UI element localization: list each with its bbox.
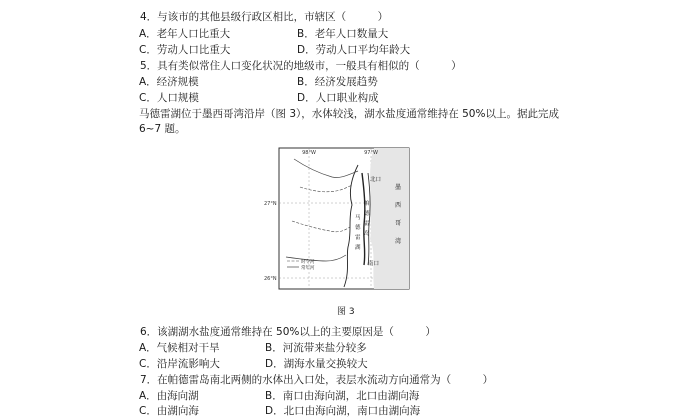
q6-option-b: B．河流带来盐分较多 bbox=[265, 342, 367, 354]
q5-option-b: B．经济发展趋势 bbox=[297, 76, 378, 88]
lon-west-label: 98°W bbox=[302, 150, 316, 156]
south-inlet-label: 南口 bbox=[368, 261, 380, 267]
q4-option-b: B．老年人口数量大 bbox=[297, 28, 389, 40]
legend-border-label: 常年河 bbox=[301, 266, 315, 271]
gulf-name-char-3: 哥 bbox=[395, 220, 402, 227]
lat-south-label: 26°N bbox=[264, 276, 277, 282]
lake-name-char-1: 马 bbox=[355, 215, 361, 221]
island-name-char-3: 雷 bbox=[364, 221, 370, 227]
figure-caption: 图 3 bbox=[337, 307, 355, 317]
island-name-char-4: 岛 bbox=[364, 231, 370, 237]
q5-option-c: C．人口规模 bbox=[139, 92, 199, 104]
q7-option-a: A．由海向湖 bbox=[139, 390, 199, 402]
passage-line-2: 6~7 题。 bbox=[139, 123, 186, 135]
passage-line-1: 马德雷湖位于墨西哥湾沿岸（图 3），水体较浅，湖水盐度通常维持在 50%以上。据此完成 bbox=[139, 108, 559, 120]
q6-option-c: C．沿岸流影响大 bbox=[139, 358, 220, 370]
island-name-char-1: 帕 bbox=[364, 201, 370, 207]
q4-option-c: C．劳动人口比重大 bbox=[139, 44, 231, 56]
legend-river-label: 时令河 bbox=[301, 260, 315, 265]
q4-option-a: A．老年人口比重大 bbox=[139, 28, 231, 40]
q5-option-a: A．经济规模 bbox=[139, 76, 199, 88]
q4-stem: 4．与该市的其他县级行政区相比，市辖区（ ） bbox=[140, 11, 389, 23]
q7-option-c: C．由湖向海 bbox=[139, 405, 199, 417]
gulf-name-char-2: 西 bbox=[395, 202, 402, 209]
q6-stem: 6．该湖湖水盐度通常维持在 50%以上的主要原因是（ ） bbox=[140, 326, 436, 338]
q6-option-a: A．气候相对干旱 bbox=[139, 342, 220, 354]
figure-3-map bbox=[264, 147, 410, 290]
lake-name-char-4: 湖 bbox=[355, 245, 361, 251]
q7-stem: 7．在帕德雷岛南北两侧的水体出入口处，表层水流动方向通常为（ ） bbox=[140, 374, 494, 386]
q7-option-b: B．南口由海向湖，北口由湖向海 bbox=[265, 390, 420, 402]
north-inlet-label: 北口 bbox=[370, 177, 382, 183]
lon-east-label: 97°W bbox=[364, 150, 378, 156]
q5-stem: 5．具有类似常住人口变化状况的地级市，一般具有相似的（ ） bbox=[140, 60, 462, 72]
q4-option-d: D．劳动人口平均年龄大 bbox=[297, 44, 411, 56]
q5-option-d: D．人口职业构成 bbox=[297, 92, 379, 104]
lat-north-label: 27°N bbox=[264, 201, 277, 207]
lake-name-char-3: 雷 bbox=[355, 235, 361, 241]
lake-name-char-2: 德 bbox=[355, 225, 361, 231]
gulf-name-char-4: 湾 bbox=[395, 238, 402, 245]
island-name-char-2: 德 bbox=[364, 211, 370, 217]
q6-option-d: D．湖海水量交换较大 bbox=[265, 358, 368, 370]
q7-option-d: D．北口由海向湖，南口由湖向海 bbox=[265, 405, 421, 417]
gulf-name-char-1: 墨 bbox=[395, 184, 402, 191]
